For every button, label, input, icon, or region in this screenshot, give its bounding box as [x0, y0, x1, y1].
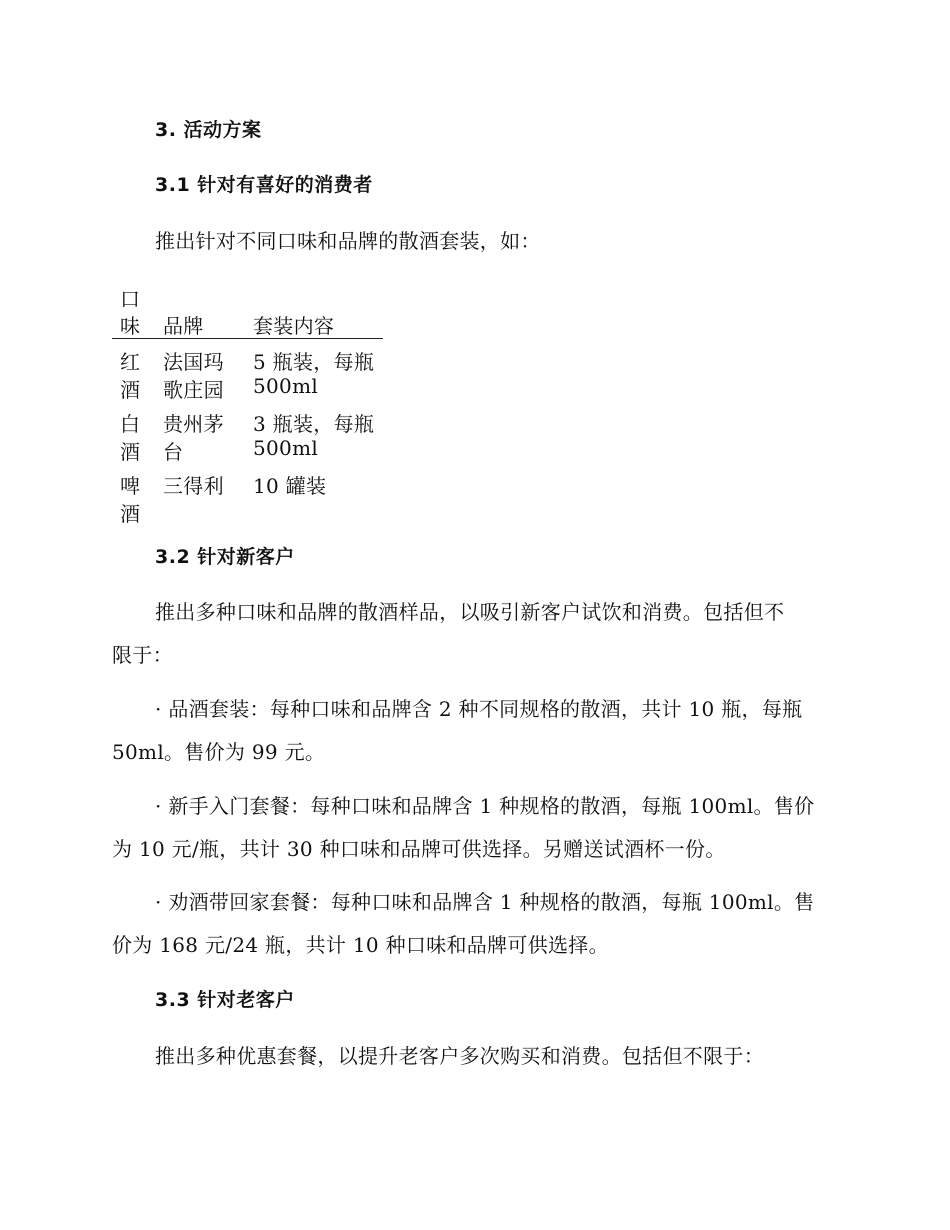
table-header-cell: 口 — [120, 287, 141, 311]
table-header-cell: 品牌 — [163, 314, 204, 338]
paragraph: 推出针对不同口味和品牌的散酒套装，如： — [155, 229, 541, 253]
table-cell: 法国玛 — [163, 350, 224, 374]
table-cell: 10 罐装 — [253, 474, 327, 498]
bullet-line: · 劝酒带回家套餐：每种口味和品牌含 1 种规格的散酒，每瓶 100ml。售 — [155, 890, 815, 914]
table-cell: 5 瓶装，每瓶 — [253, 350, 375, 374]
table-cell: 500ml — [253, 374, 319, 398]
table-cell: 红 — [120, 350, 141, 374]
subsection-heading: 3.1 针对有喜好的消费者 — [155, 174, 373, 196]
table-header-cell: 味 — [120, 314, 141, 338]
table-cell: 3 瓶装，每瓶 — [253, 412, 375, 436]
table-cell: 酒 — [120, 440, 141, 464]
table-header-cell: 套装内容 — [253, 314, 335, 338]
bullet-line: · 新手入门套餐：每种口味和品牌含 1 种规格的散酒，每瓶 100ml。售价 — [155, 794, 815, 818]
bullet-line: 价为 168 元/24 瓶，共计 10 种口味和品牌可供选择。 — [112, 933, 609, 957]
paragraph: 推出多种优惠套餐，以提升老客户多次购买和消费。包括但不限于： — [155, 1044, 764, 1068]
table-cell: 台 — [163, 440, 184, 464]
table-cell: 酒 — [120, 378, 141, 402]
paragraph-line: 限于： — [112, 643, 173, 667]
table-cell: 啤 — [120, 474, 141, 498]
table-cell: 贵州茅 — [163, 412, 224, 436]
table-divider — [112, 338, 383, 339]
section-heading: 3. 活动方案 — [155, 119, 262, 141]
table-cell: 歌庄园 — [163, 378, 224, 402]
table-cell: 三得利 — [163, 474, 224, 498]
bullet-line: 为 10 元/瓶，共计 30 种口味和品牌可供选择。另赠送试酒杯一份。 — [112, 837, 726, 861]
table-cell: 500ml — [253, 436, 319, 460]
bullet-line: · 品酒套装：每种口味和品牌含 2 种不同规格的散酒，共计 10 瓶，每瓶 — [155, 697, 803, 721]
bullet-line: 50ml。售价为 99 元。 — [112, 740, 326, 764]
subsection-heading: 3.3 针对老客户 — [155, 989, 295, 1011]
table-cell: 酒 — [120, 502, 141, 526]
subsection-heading: 3.2 针对新客户 — [155, 546, 295, 568]
paragraph-line: 推出多种口味和品牌的散酒样品，以吸引新客户试饮和消费。包括但不 — [155, 600, 785, 624]
table-cell: 白 — [120, 412, 141, 436]
